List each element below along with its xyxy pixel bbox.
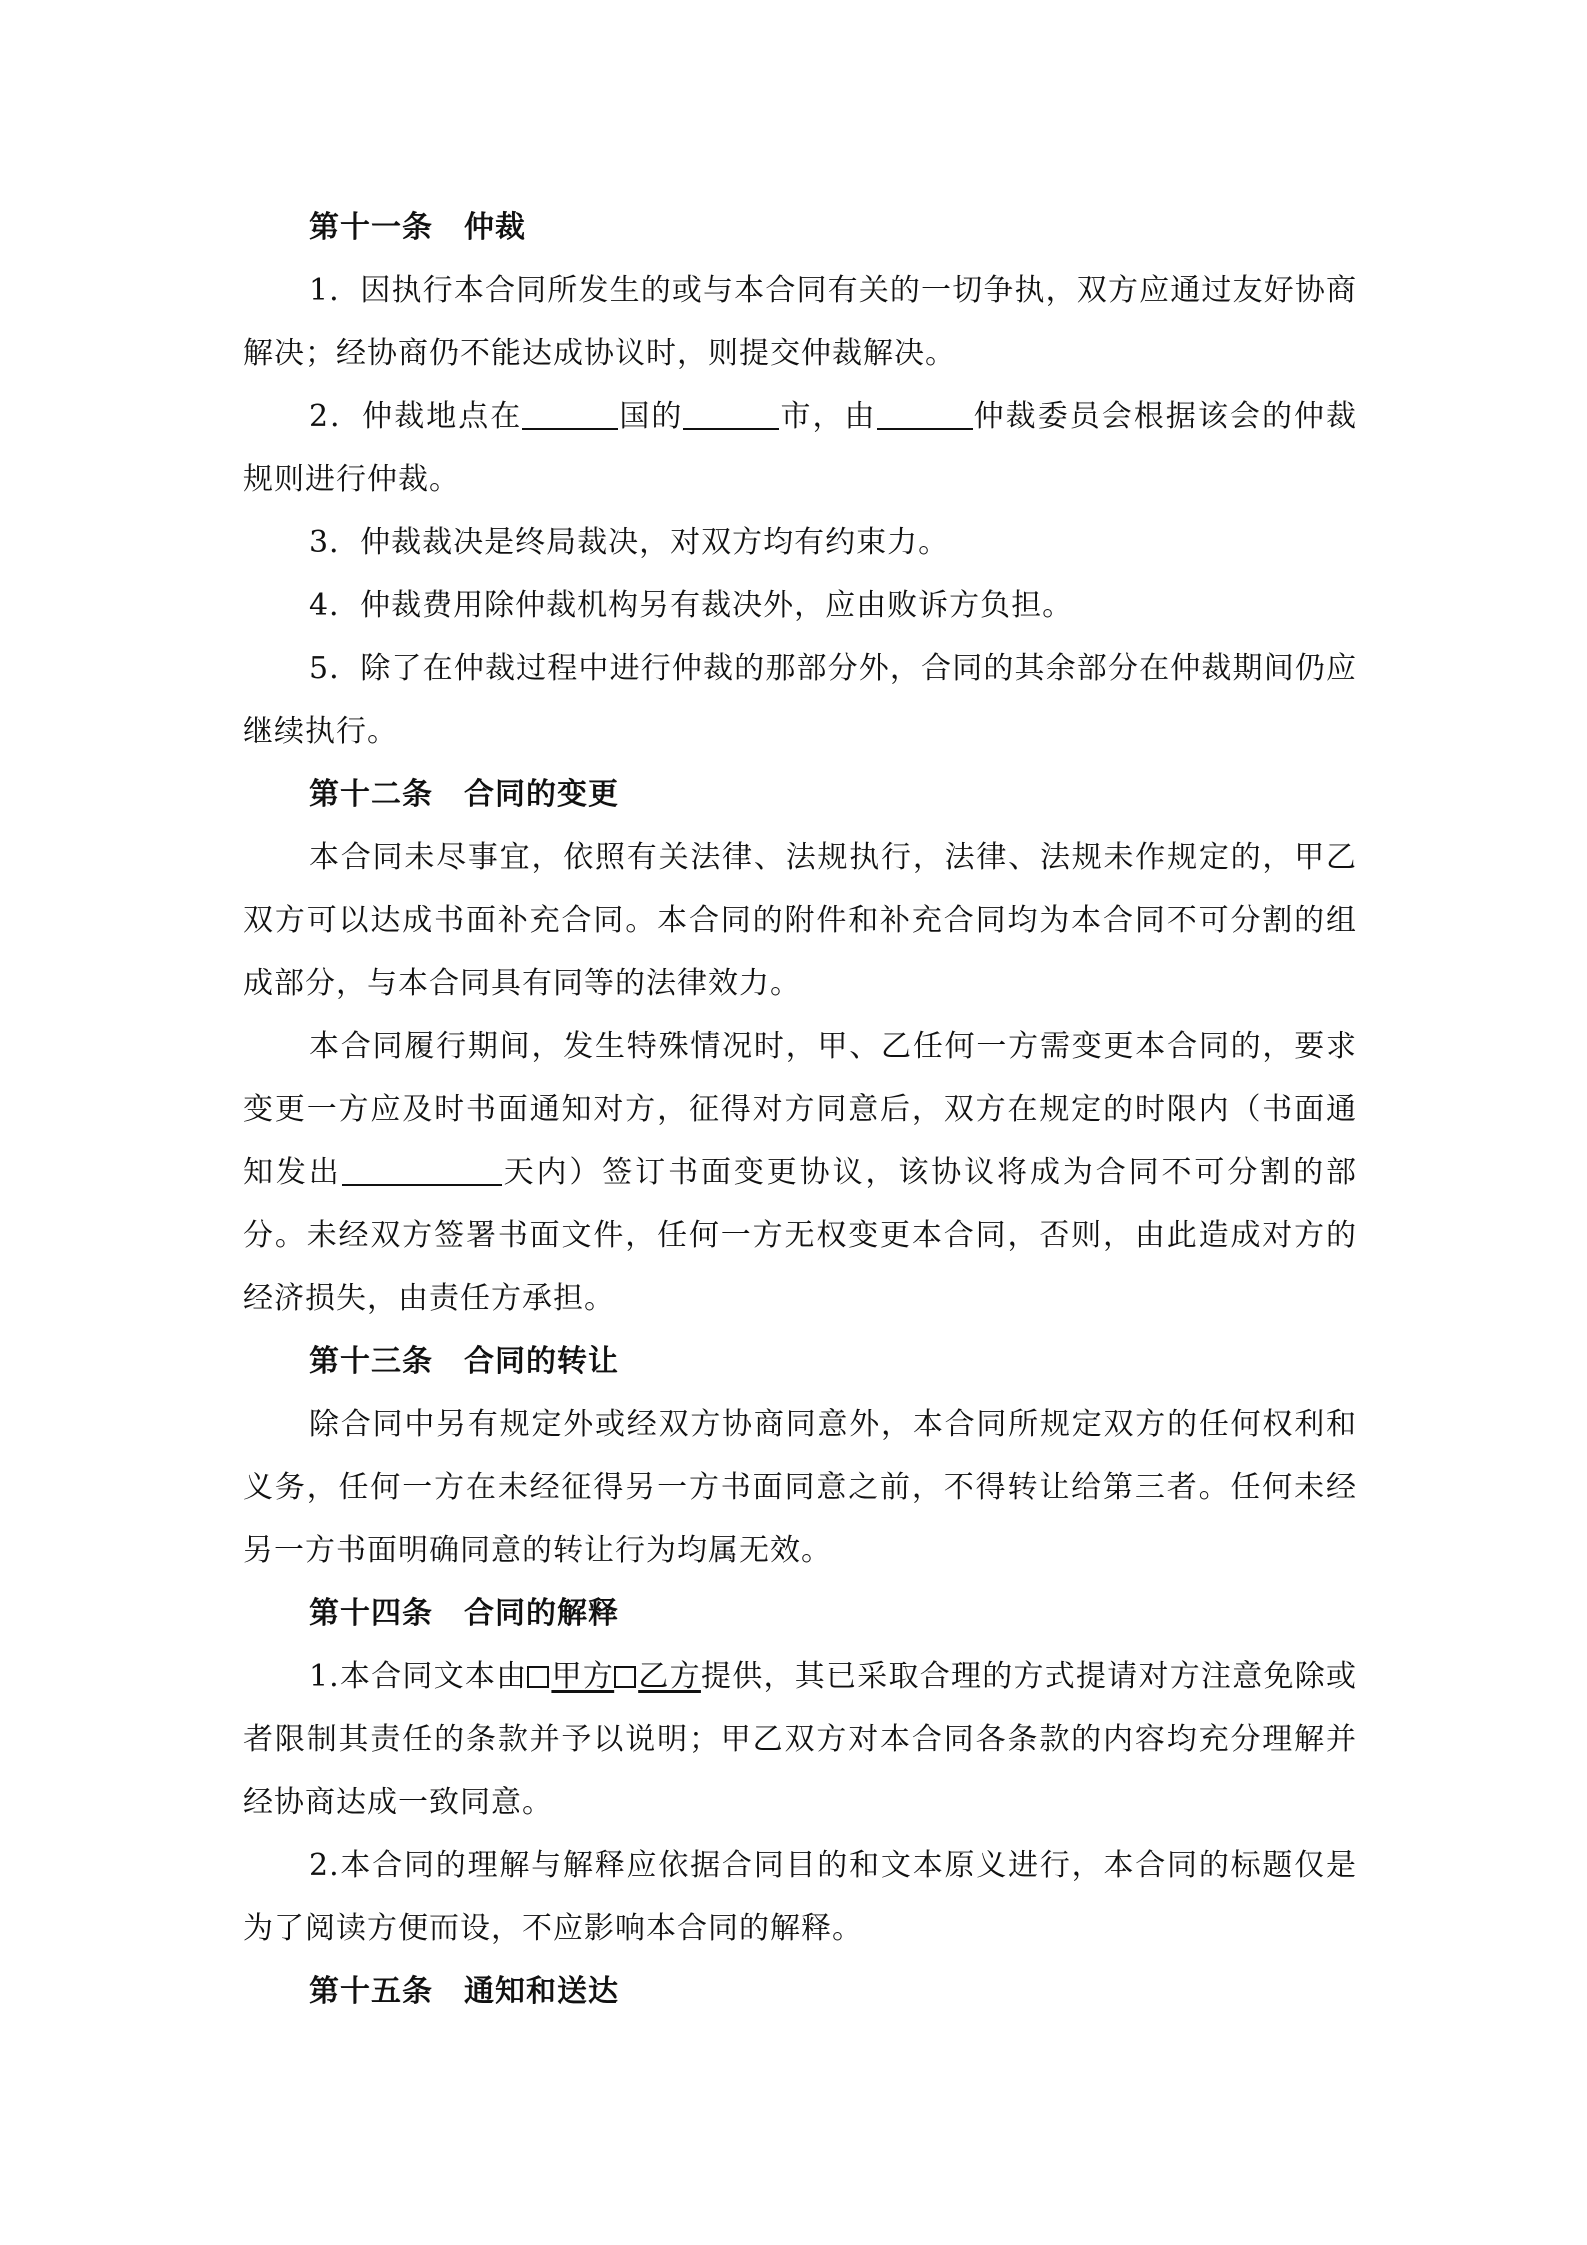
clause-text: 市，由 xyxy=(779,399,877,434)
article-15-heading: 第十五条 通知和送达 xyxy=(309,1974,619,2009)
article-11-clause-1: 1．因执行本合同所发生的或与本合同有关的一切争执，双方应通过友好协商解决；经协商仍不能达成协议时，则提交仲裁解决。 xyxy=(243,273,1357,371)
article-11-clause-4: 4．仲裁费用除仲裁机构另有裁决外，应由败诉方负担。 xyxy=(309,588,1074,623)
article-11-clause-2 xyxy=(243,385,1357,511)
article-12-paragraph-1: 本合同未尽事宜，依照有关法律、法规执行，法律、法规未作规定的，甲乙双方可以达成书面补充合同。本合同的附件和补充合同均为本合同不可分割的组成部分，与本合同具有同等的法律效力。 xyxy=(243,840,1357,1001)
clause-text: 1.本合同文本由 xyxy=(309,1659,528,1694)
party-options xyxy=(527,1659,701,1694)
clause-text: 提供，其已采取合理的方式提请对方注意免除或者限制其责任的条款并予以说明；甲乙双方对本合同各条款的内容均充分理解并经协商达成一致同意。 xyxy=(243,1659,1358,1820)
article-13-paragraph-1: 除合同中另有规定外或经双方协商同意外，本合同所规定双方的任何权利和义务，任何一方在未经征得另一方书面同意之前，不得转让给第三者。任何未经另一方书面明确同意的转让行为均属无效。 xyxy=(243,1407,1357,1568)
clause-text: 仲裁委员会根据该会的仲裁规则进行仲裁。 xyxy=(243,399,1358,497)
clause-text: 天内）签订书面变更协议，该协议将成为合同不可分割的部分。未经双方签署书面文件，任何一方无权变更本合同，否则，由此造成对方的经济损失，由责任方承担。 xyxy=(243,1155,1358,1316)
party-a-checkbox xyxy=(527,1666,549,1688)
party-a-label: 甲方 xyxy=(551,1659,615,1694)
article-12-heading: 第十二条 合同的变更 xyxy=(309,777,619,812)
days-blank xyxy=(342,1154,502,1186)
contract-body xyxy=(243,196,1357,2023)
city-blank xyxy=(683,398,779,430)
clause-text: 国的 xyxy=(618,399,684,434)
party-b-label: 乙方 xyxy=(638,1659,701,1694)
clause-text: 2．仲裁地点在 xyxy=(309,399,523,434)
article-11-clause-3: 3．仲裁裁决是终局裁决，对双方均有约束力。 xyxy=(309,525,950,560)
article-12-paragraph-2 xyxy=(243,1015,1357,1330)
clause-text: 本合同履行期间，发生特殊情况时，甲、乙任何一方需变更本合同的，要求变更一方应及时书面通知对方，征得对方同意后，双方在规定的时限内（书面通知发出 xyxy=(243,1029,1357,1190)
article-14-clause-1 xyxy=(243,1645,1357,1834)
article-14-heading: 第十四条 合同的解释 xyxy=(309,1596,619,1631)
country-blank xyxy=(522,398,618,430)
article-11-heading: 第十一条 仲裁 xyxy=(309,210,526,245)
commission-blank xyxy=(877,398,973,430)
article-11-clause-5: 5．除了在仲裁过程中进行仲裁的那部分外，合同的其余部分在仲裁期间仍应继续执行。 xyxy=(243,651,1357,749)
article-14-clause-2: 2.本合同的理解与解释应依据合同目的和文本原义进行，本合同的标题仅是为了阅读方便而设，不应影响本合同的解释。 xyxy=(243,1848,1357,1946)
party-b-checkbox xyxy=(614,1666,636,1688)
article-13-heading: 第十三条 合同的转让 xyxy=(309,1344,619,1379)
